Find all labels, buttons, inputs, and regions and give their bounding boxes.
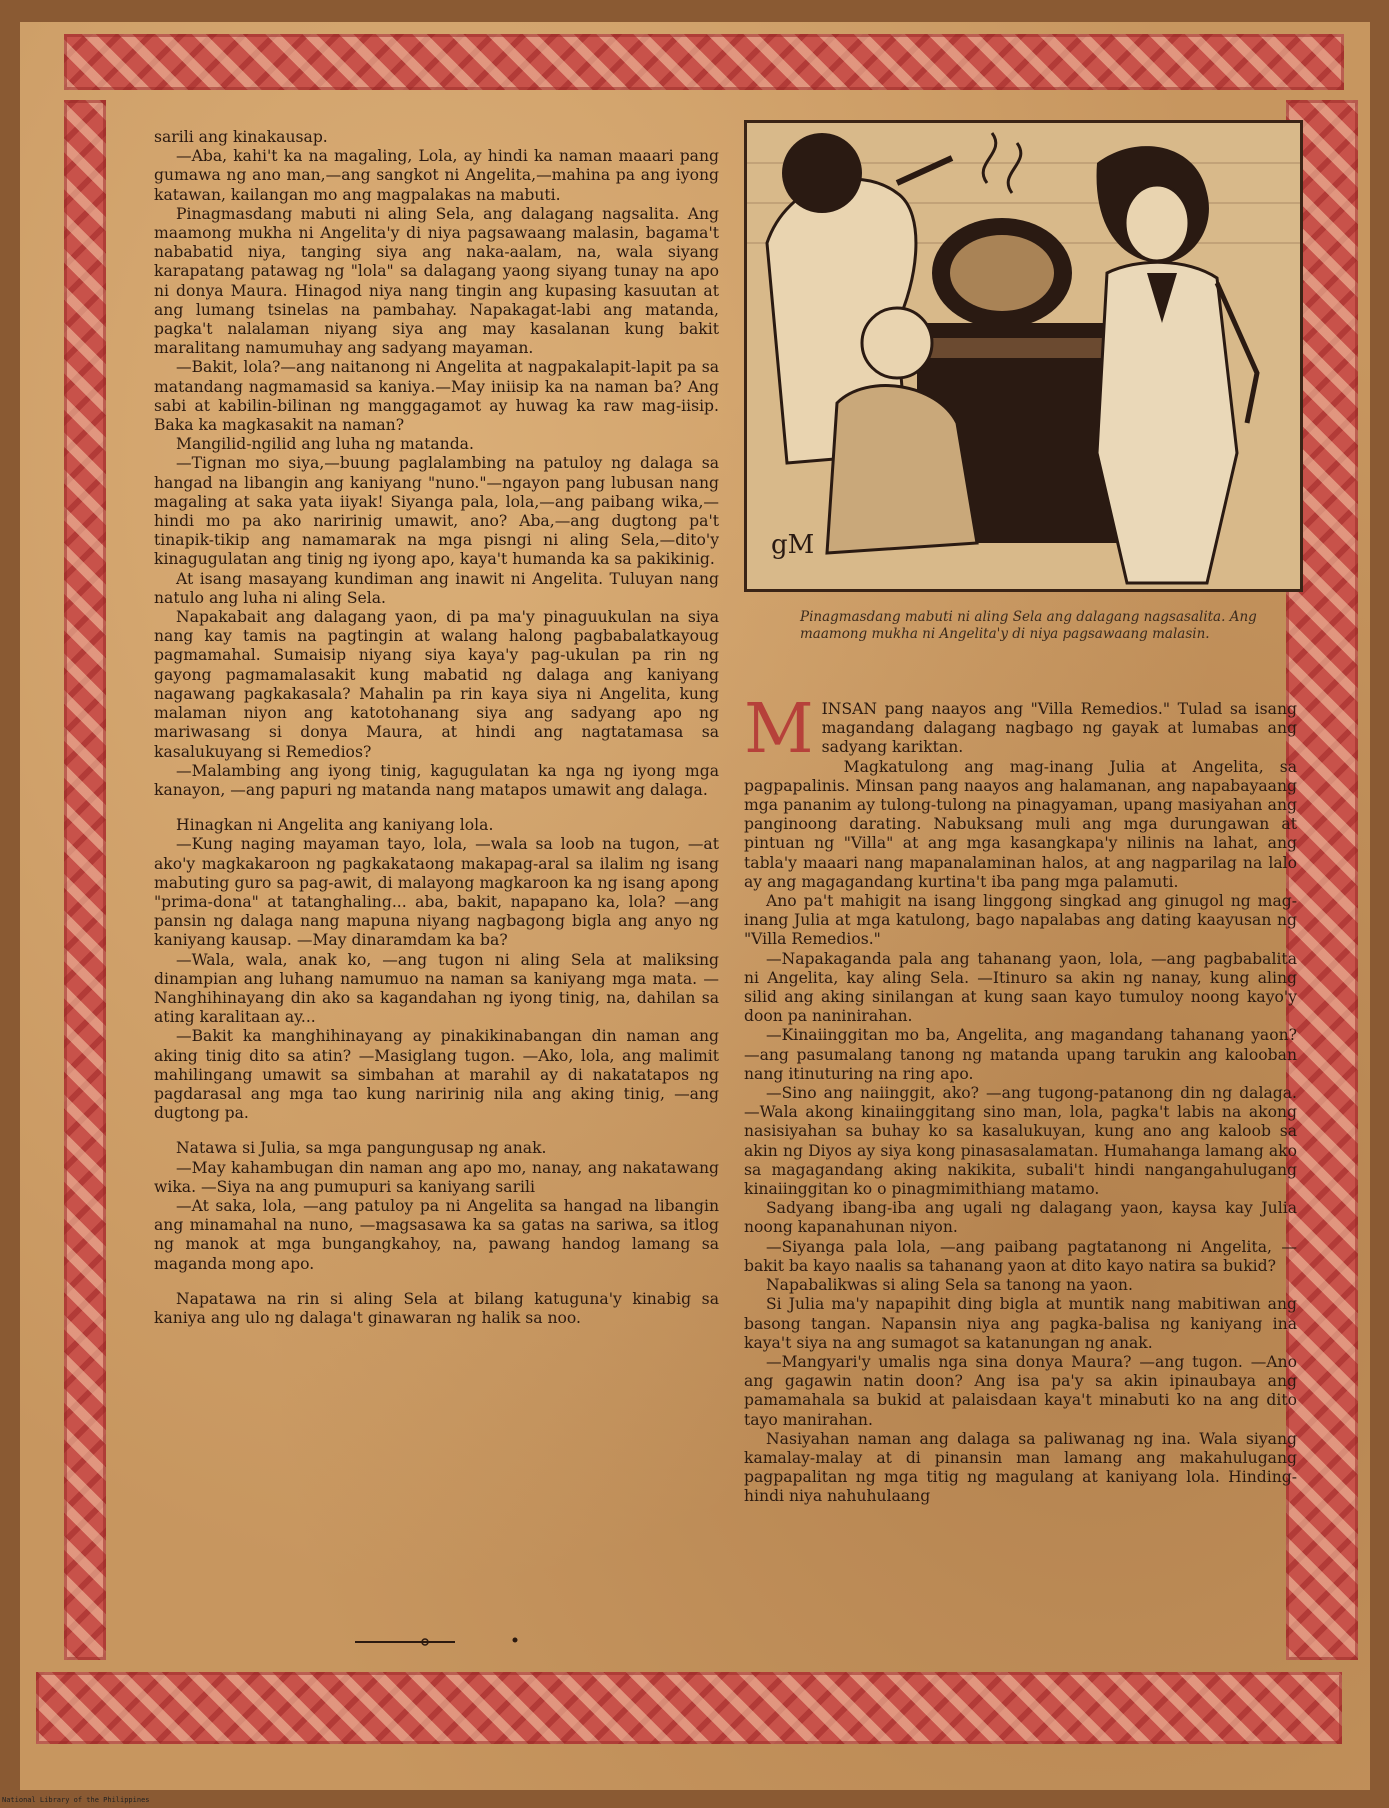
paragraph: Magkatulong ang mag-inang Julia at Angelita, sa pagpapalinis. Minsan pang naayos ang halamanan, ang napabayaang mga pananim ay tulong-tulong na pinagyaman, upang masiyahan ang panginoong darating. Nabuksang muli ang mga durungawan at pintuan ng "Villa" at ang mga kasangkapa'y nilinis na lahat, ang tabla'y maaari nang mapanalaminan halos, at ang nagparilag na lalo ay ang magagandang kurtina't iba pang mga palamuti. — [744, 757, 1297, 891]
paragraph: Hinagkan ni Angelita ang kaniyang lola. — [176, 816, 494, 835]
paragraph: —At saka, lola, —ang patuloy pa ni Angelita sa hangad na libangin ang minamahal na nuno, —magsasawa ka sa gatas na sariwa, sa itlog ng manok at mga bungangkahoy, na, pawang handog lamang sa maganda mong apo. — [154, 1196, 719, 1273]
illustration-caption: Pinagmasdang mabuti ni aling Sela ang dalagang nagsasalita. Ang maamong mukha ni Angelita'y di niya pagsawaang malasin. — [800, 609, 1257, 642]
story-illustration — [744, 120, 1303, 592]
paragraph: —May kahambugan din naman ang apo mo, nanay, ang nakatawang wika. —Siya na ang pumupuri sa kaniyang sarili — [154, 1158, 719, 1196]
left-text-column — [154, 128, 719, 1328]
paragraph: Pinagmasdang mabuti ni aling Sela, ang dalagang nagsalita. Ang maamong mukha ni Angelita'y di niya pagsawaang malasin, bagama't nababatid niya, tanging siya ang naka-aalam, na, wala siyang karapatang patawag ng "lola" sa dalagang yaong siyang tunay na apo ni donya Maura. Hinagod niya nang tingin ang kupasing kasuutan at ang lumang tsinelas na pambahay. Napakagat-labi ang matanda, pagka't nalalaman niyang siya ang may kasalanan kung bakit maralitang namumuhay ang sadyang mayaman. — [154, 204, 719, 358]
paragraph: Ano pa't mahigit na isang linggong singkad ang ginugol ng mag-inang Julia at mga katulong, bago napalabas ang dating kaayusan ng "Villa Remedios." — [744, 892, 1297, 949]
right-text-column — [744, 690, 1297, 1507]
paragraph: —Mangyari'y umalis nga sina donya Maura? —ang tugon. —Ano ang gagawin natin doon? Ang isa pa'y sa akin ipinaubaya ang pamamahala sa bukid at palaisdaan kaya't minabuti ko na ang dito tayo manirahan. — [744, 1352, 1297, 1429]
paragraph: —Bakit ka manghihinayang ay pinakikinabangan din naman ang aking tinig dito sa atin? —Masiglang tugon. —Ako, lola, ang malimit mahilingang umawit sa simbahan at marahil ay di nakatatapos ng pagdarasal ang mga tao kung naririnig nila ang aking tinig, —ang dugtong pa. — [154, 1027, 719, 1123]
paragraph: Nasiyahan naman ang dalaga sa paliwanag ng ina. Wala siyang kamalay-malay at di pinansin man lamang ang makahulugang pagpapalitan ng mga titig ng magulang at kaniyang lola. Hinding-hindi niya nahuhulaang — [744, 1429, 1297, 1506]
paragraph: Natawa si Julia, sa mga pangungusap ng anak. — [176, 1139, 547, 1158]
opening-paragraph — [744, 690, 1297, 769]
illustration-drawing — [747, 123, 1300, 589]
drop-cap: M — [744, 690, 814, 769]
artist-signature: gM — [771, 530, 815, 560]
paragraph: —Bakit, lola?—ang naitanong ni Angelita at nagpakalapit-lapit pa sa matandang nagmamasid sa kaniya.—May iniisip ka na naman ba? Ang sabi at kabilin-bilinan ng manggagamot ay huwag ka raw mag-iisip. Baka ka magkasakit na naman? — [154, 358, 719, 435]
ornamental-border-top — [64, 34, 1344, 90]
paragraph: —Wala, wala, anak ko, —ang tugon ni aling Sela at maliksing dinampian ang luhang namumuo na naman sa kaniyang mga mata. —Nanghihinayang din ako sa kagandahan ng iyong tinig, na, dahilan sa ating karalitaan ay... — [154, 950, 719, 1027]
paragraph: —Tignan mo siya,—buung paglalambing na patuloy ng dalaga sa hangad na libangin ang kaniyang "nuno."—ngayon pang lubusan nang magaling at saka yata iiyak! Siyanga pala, lola,—ang paibang wika,—hindi mo pa ako naririnig umawit, ano? Aba,—ang dugtong pa't tinapik-tikip ang namamarak na mga pisngi ni aling Sela,—dito'y kinagugulatan ang tinig ng iyong apo, kaya't humanda ka sa pakikinig. — [154, 454, 719, 569]
paragraph: —Kung naging mayaman tayo, lola, —wala sa loob na tugon, —at ako'y magkakaroon ng pagkakataong makapag-aral sa ilalim ng isang mabuting guro sa pag-awit, di malayong magkaroon ka ng isang apong "prima-dona" at tatanghaling... aba, bakit, napapano ka, lola? —ang pansin ng dalaga nang mapuna niyang nagbagong bigla ang anyo ng kaniyang kausap. —May dinaramdam ka ba? — [154, 835, 719, 950]
paragraph: —Siyanga pala lola, —ang paibang pagtatanong ni Angelita, —bakit ba kayo naalis sa tahanang yaon at dito kayo natira sa bukid? — [744, 1237, 1297, 1275]
paragraph: —Sino ang naiinggit, ako? —ang tugong-patanong din ng dalaga. —Wala akong kinaiinggitang sino man, lola, pagka't labis na akong nasisiyahan sa buhay ko sa kasalukuyan, kung ano ang kaloob sa akin ng Diyos ay siya kong pinasasalamatan. Humahanga lamang ako sa magagandang aking nakikita, subali't hindi nangangahulugang kinaiinggitan ko o pinagmimithiang matamo. — [744, 1084, 1297, 1199]
ornamental-border-left — [64, 100, 106, 1660]
paragraph: Napabalikwas si aling Sela sa tanong na yaon. — [766, 1276, 1133, 1295]
paragraph: —Aba, kahi't ka na magaling, Lola, ay hindi ka naman maaari pang gumawa ng ano man,—ang sangkot ni Angelita,—mahina pa ang iyong katawan, kailangan mo ang magpalakas na mabuti. — [154, 147, 719, 204]
paragraph: Sadyang ibang-iba ang ugali ng dalagang yaon, kaysa kay Julia noong kapanahunan niyon. — [744, 1199, 1297, 1237]
section-divider — [355, 1636, 525, 1648]
opening-text: INSAN pang naayos ang "Villa Remedios." Tulad sa isang magandang dalagang nagbago ng gayak at lumabas ang sadyang kariktan. — [821, 700, 1297, 757]
paragraph: —Napakaganda pala ang tahanang yaon, lola, —ang pagbabalita ni Angelita, kay aling Sela. —Itinuro sa akin ng nanay, kung aling silid ang aking sinilangan at kung saan kayo tumuloy noong kayo'y doon pa naninirahan. — [744, 949, 1297, 1026]
paragraph: Napakabait ang dalagang yaon, di pa ma'y pinaguukulan na siya nang kay tamis na pagtingin at walang halong pagbabalatkayoug pagmamahal. Sumaisip niyang siya kaya'y pag-ukulan pa rin ng gayong pagmamalasakit kung mabatid ng dalaga ang kaniyang nagawang pagkakasala? Mahalin pa rin kaya siya ni Angelita, kung malaman niyon ang katotohanang siya ang sadyang apo ng mariwasang si donya Maura, at hindi ang nagtatamasa sa kasalukuyang si Remedios? — [154, 608, 719, 761]
paragraph: sarili ang kinakausap. — [154, 128, 328, 146]
paragraph: —Kinaiinggitan mo ba, Angelita, ang magandang tahanang yaon?—ang pasumalang tanong ng matanda upang tarukin ang kalooban nang itinuturing na ring apo. — [744, 1026, 1297, 1083]
footer-credit: National Library of the Philippines — [2, 1796, 150, 1804]
paragraph: Napatawa na rin si aling Sela at bilang katuguna'y kinabig sa kaniya ang ulo ng dalaga't ginawaran ng halik sa noo. — [154, 1289, 719, 1327]
paragraph: At isang masayang kundiman ang inawit ni Angelita. Tuluyan nang natulo ang luha ni aling Sela. — [154, 569, 719, 607]
ornamental-border-bottom — [36, 1672, 1342, 1744]
paragraph: Mangilid-ngilid ang luha ng matanda. — [176, 435, 474, 454]
paragraph: —Malambing ang iyong tinig, kagugulatan ka nga ng iyong mga kanayon, —ang papuri ng matanda nang matapos umawit ang dalaga. — [154, 761, 719, 799]
paragraph: Si Julia ma'y napapihit ding bigla at muntik nang mabitiwan ang basong tangan. Napansin niya ang pagka-balisa ng kaniyang ina kaya't siya na ang sumagot sa katanungan ng anak. — [744, 1295, 1297, 1352]
